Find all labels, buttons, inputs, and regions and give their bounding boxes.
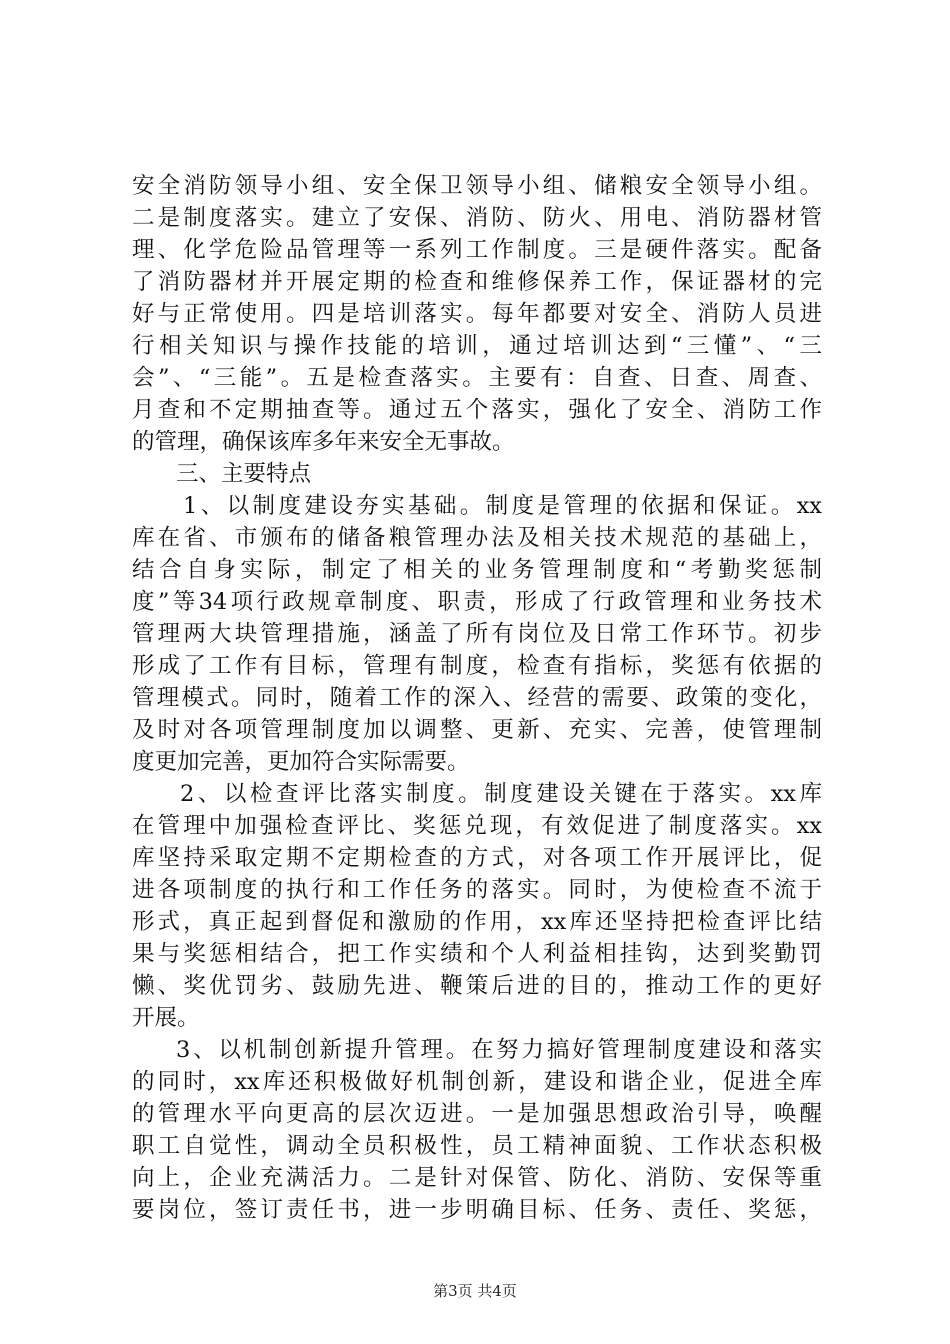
body-text-line: 懒、奖优罚劣、鼓励先进、鞭策后进的目的，推动工作的更好 — [132, 973, 822, 999]
body-text-line: 1、以制度建设夯实基础。制度是管理的依据和保证。xx — [183, 493, 822, 519]
body-text-line: 及时对各项管理制度加以调整、更新、充实、完善，使管理制 — [132, 717, 822, 743]
body-text-line: 理、化学危险品管理等一系列工作制度。三是硬件落实。配备 — [132, 237, 822, 263]
body-text-line: 2、以检查评比落实制度。制度建设关键在于落实。xx库 — [180, 781, 822, 807]
page-footer: 第3页 共4页 — [433, 1282, 517, 1300]
body-text-line: 的同时，xx库还积极做好机制创新，建设和谐企业，促进全库 — [132, 1069, 822, 1095]
body-text-line: 二是制度落实。建立了安保、消防、防火、用电、消防器材管 — [132, 205, 822, 231]
body-text-line: 向上，企业充满活力。二是针对保管、防化、消防、安保等重 — [132, 1165, 822, 1191]
body-text-line: 形成了工作有目标，管理有制度，检查有指标，奖惩有依据的 — [132, 653, 822, 679]
body-text-line: 月查和不定期抽查等。通过五个落实，强化了安全、消防工作 — [132, 397, 822, 423]
body-text-line: 会”、“三能”。五是检查落实。主要有：自查、日查、周查、 — [132, 365, 822, 391]
body-text-line: 的管理水平向更高的层次迈进。一是加强思想政治引导，唤醒 — [132, 1101, 822, 1127]
body-text-line: 库坚持采取定期不定期检查的方式，对各项工作开展评比，促 — [132, 845, 822, 871]
body-text-line: 结合自身实际，制定了相关的业务管理制度和“考勤奖惩制 — [132, 557, 822, 583]
body-text-line: 的管理，确保该库多年来安全无事故。 — [132, 429, 515, 455]
body-text-line: 职工自觉性，调动全员积极性，员工精神面貌、工作状态积极 — [132, 1133, 822, 1159]
body-text-line: 度更加完善，更加符合实际需要。 — [132, 749, 470, 775]
body-text-line: 果与奖惩相结合，把工作实绩和个人利益相挂钩，达到奖勤罚 — [132, 941, 822, 967]
body-text-line: 要岗位，签订责任书，进一步明确目标、任务、责任、奖惩， — [132, 1197, 822, 1223]
body-text-line: 开展。 — [132, 1005, 200, 1031]
body-text-line: 库在省、市颁布的储备粮管理办法及相关技术规范的基础上， — [132, 525, 822, 551]
body-text-line: 形式，真正起到督促和激励的作用，xx库还坚持把检查评比结 — [132, 909, 822, 935]
body-text-line: 管理两大块管理措施，涵盖了所有岗位及日常工作环节。初步 — [132, 621, 822, 647]
section-heading: 三、主要特点 — [176, 461, 312, 487]
body-text-line: 3、以机制创新提升管理。在努力搞好管理制度建设和落实 — [176, 1037, 822, 1063]
body-text-line: 在管理中加强检查评比、奖惩兑现，有效促进了制度落实。xx — [132, 813, 822, 839]
body-text-line: 行相关知识与操作技能的培训，通过培训达到“三懂”、“三 — [132, 333, 822, 359]
body-text-line: 好与正常使用。四是培训落实。每年都要对安全、消防人员进 — [132, 301, 822, 327]
body-text-line: 进各项制度的执行和工作任务的落实。同时，为使检查不流于 — [132, 877, 822, 903]
body-text-line: 度”等34项行政规章制度、职责，形成了行政管理和业务技术 — [132, 589, 822, 615]
body-text-line: 了消防器材并开展定期的检查和维修保养工作，保证器材的完 — [132, 269, 822, 295]
body-text-line: 管理模式。同时，随着工作的深入、经营的需要、政策的变化， — [132, 685, 822, 711]
body-text-line: 安全消防领导小组、安全保卫领导小组、储粮安全领导小组。 — [132, 173, 822, 199]
